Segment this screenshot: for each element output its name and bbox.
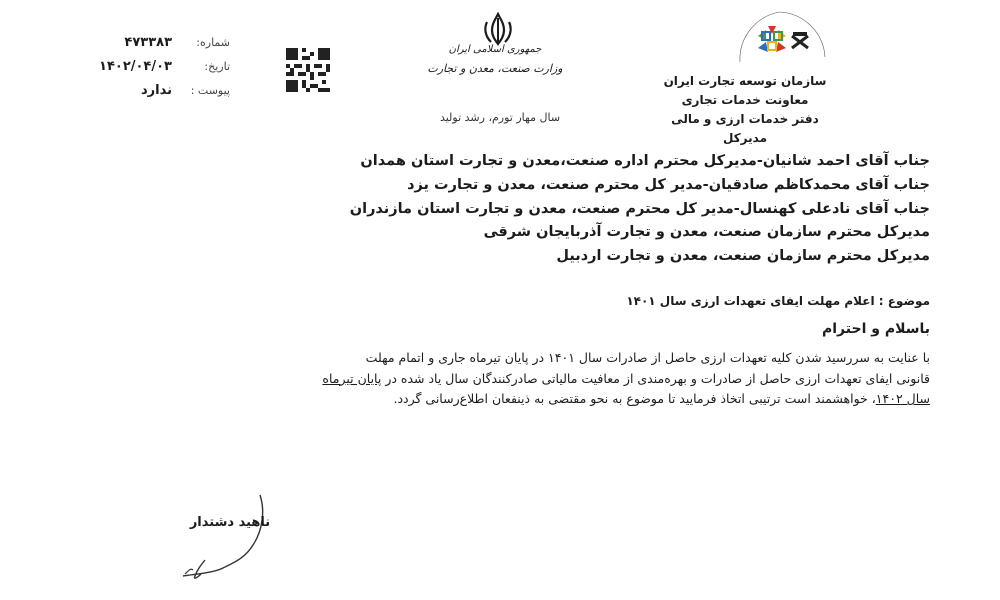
year-slogan: سال مهار تورم، رشد تولید (439, 111, 561, 124)
body-line-3 (70, 389, 930, 410)
qr-code-icon (286, 48, 330, 92)
recipient-line: مدیرکل محترم سازمان صنعت، معدن و تجارت اردبیل (556, 248, 930, 265)
letter-number-row (70, 30, 230, 54)
recipient-line: جناب آقای نادعلی کهنسال-مدیر کل محترم صنعت، معدن و تجارت استان مازندران (349, 200, 930, 217)
letter-number-label: شماره: (196, 35, 230, 49)
letter-attachment-value: ندارد (140, 82, 172, 98)
recipient-line: جناب آقای محمدکاظم صادقیان-مدیر کل محترم صنعت، معدن و تجارت یزد (407, 176, 930, 193)
signatory-name: ناهید دشتدار (189, 515, 271, 530)
body-line-2 (70, 369, 930, 390)
ministry-line-1: جمهوری اسلامی ایران (448, 44, 542, 55)
letter-date-value: ۱۴۰۲/۰۴/۰۳ (99, 58, 172, 74)
body-underlined-year: سال ۱۴۰۲ (875, 391, 930, 406)
letter-attachment-row (70, 78, 230, 102)
org-line-1: سازمان توسعه تجارت ایران (663, 74, 827, 88)
letter-greeting: باسلام و احترام (822, 321, 930, 337)
body-underlined-deadline: پایان تیرماه (322, 370, 382, 386)
letter-subject: موضوع : اعلام مهلت ایفای تعهدات ارزی سال ۱۴۰۱ (626, 294, 930, 308)
recipients-list (210, 150, 930, 269)
ministry-line-2: وزارت صنعت، معدن و تجارت (427, 62, 563, 75)
body-line-3-text: ، خواهشمند است ترتیبی اتخاذ فرمایید تا موضوع به نحو مقتضی به ذینفعان اطلاع‌رسانی گردد. (393, 391, 876, 406)
body-line-1: با عنایت به سررسید شدن کلیه تعهدات ارزی حاصل از صادرات سال ۱۴۰۱ در پایان تیرماه جاری و اتمام مهلت (365, 350, 930, 365)
recipient-line: جناب آقای احمد شانیان-مدیرکل محترم اداره صنعت،معدن و تجارت استان همدان (360, 153, 930, 169)
org-line-2: معاونت خدمات تجاری (681, 93, 809, 107)
body-line-2-text: قانونی ایفای تعهدات ارزی حاصل از صادرات و بهره‌مندی از معافیت مالیاتی صادرکنندگان سال یاد شده در (381, 370, 930, 386)
organization-name-block (645, 72, 845, 148)
org-line-3: دفتر خدمات ارزی و مالی (671, 112, 819, 126)
letter-date-label: تاریخ: (204, 59, 230, 73)
letter-body (70, 348, 930, 410)
letter-attachment-label: پیوست : (190, 83, 230, 97)
org-line-4: مدیرکل (722, 131, 768, 145)
letter-meta (70, 30, 230, 102)
signature-scrawl-icon (165, 470, 285, 590)
letter-date-row (70, 54, 230, 78)
letter-number-value: ۴۷۳۳۸۳ (124, 34, 172, 50)
recipient-line: مدیرکل محترم سازمان صنعت، معدن و تجارت آذربایجان شرقی (483, 224, 930, 241)
organization-logo-icon (720, 2, 840, 76)
